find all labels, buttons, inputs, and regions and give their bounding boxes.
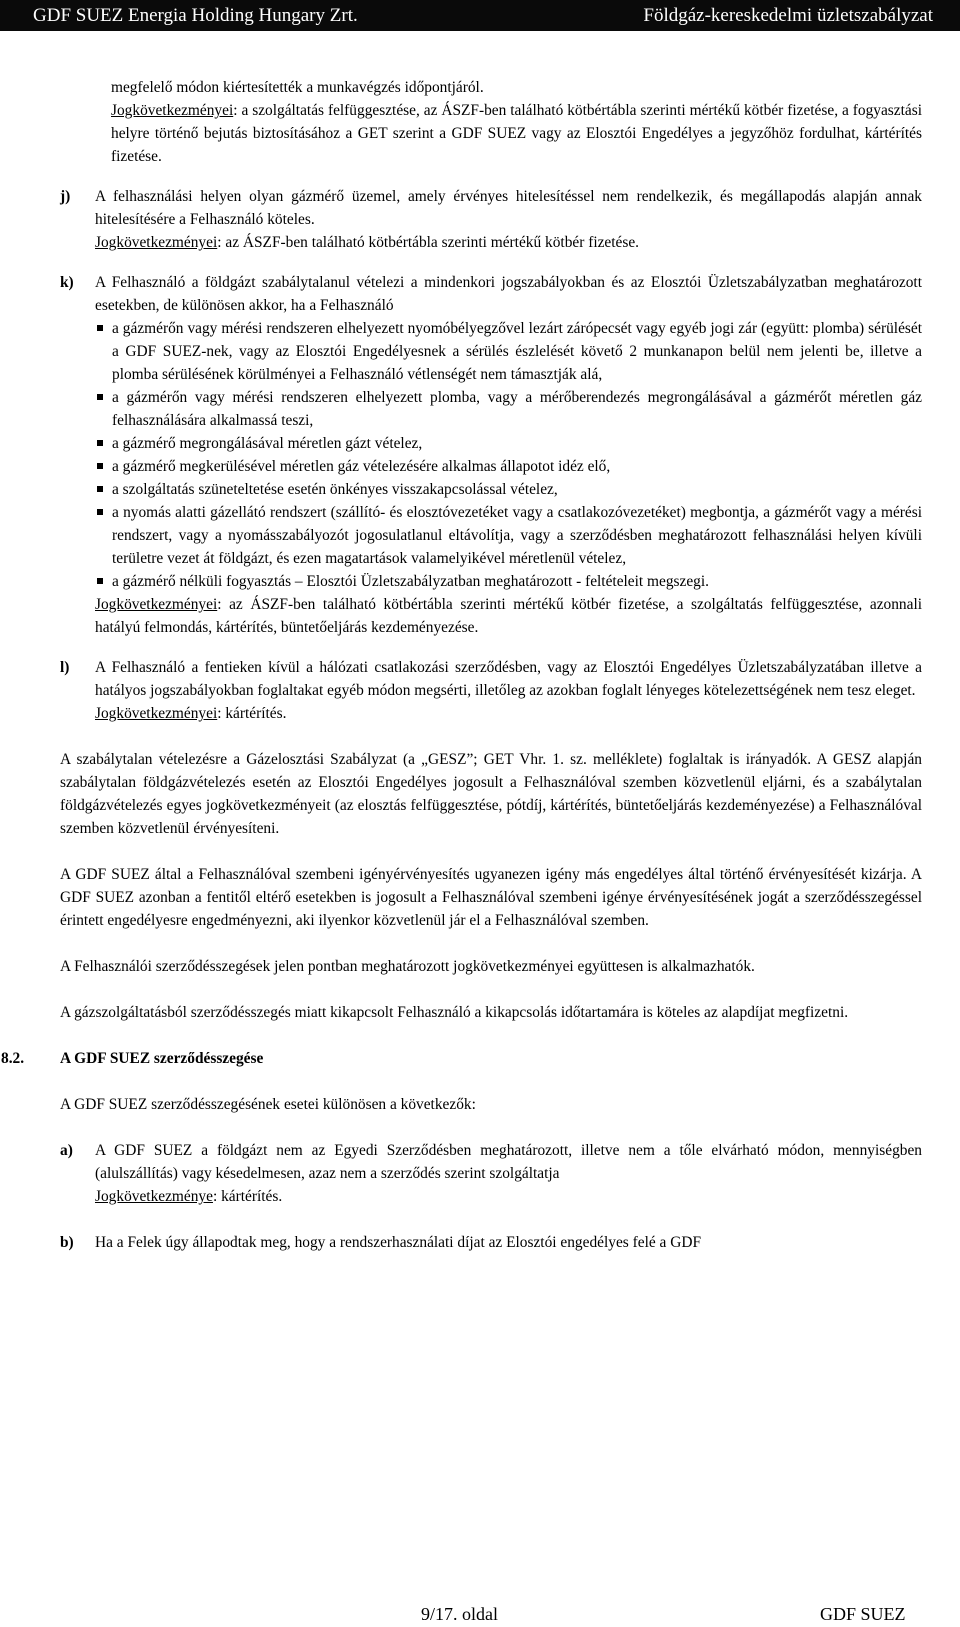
item-l	[60, 656, 922, 725]
section-number: 8.2.	[1, 1050, 25, 1067]
intro-consequence	[111, 99, 922, 168]
page-footer	[0, 1603, 960, 1627]
bullet-item: a gázmérő megrongálásával méretlen gázt vételez,	[95, 432, 922, 455]
item-k-label: k)	[60, 274, 74, 291]
bullet-item: a gázmérő megkerülésével méretlen gáz vételezésére alkalmas állapotot idéz elő,	[95, 455, 922, 478]
paragraph: A szabálytalan vételezésre a Gázelosztási Szabályzat (a „GESZ”; GET Vhr. 1. sz. melléklete) foglaltak is irányadók. A GESZ alapján szabálytalan földgázvételezés esetén az Elosztói Engedélyes jogosult a Felhasználóval szemben közvetlenül eljárni, és a szabálytalan földgázvételezés egyes jogkövetkezményeit (az elosztás felfüggesztése, pótdíj, kártérítés, büntetőeljárás kezdeményezése) a Felhasználóval szemben közvetlenül érvényesíteni.	[60, 751, 922, 837]
item-k-text: A Felhasználó a földgázt szabálytalanul vételezi a mindenkori jogszabályokban és az Elosztói Üzletszabályzatban meghatározott esetekben, de különösen akkor, ha a Felhasználó	[95, 274, 922, 314]
consequence-text: : az ÁSZF-ben található kötbértábla szerinti mértékű kötbér fizetése, a szolgáltatás felfüggesztése, azonnali hatályú felmondás, kártérítés, büntetőeljárás kezdeményezése.	[95, 596, 922, 636]
item-j	[60, 185, 922, 254]
section-item-b-label: b)	[60, 1234, 74, 1251]
bullet-square-icon	[97, 509, 103, 515]
paragraph: A gázszolgáltatásból szerződésszegés miatt kikapcsolt Felhasználó a kikapcsolás időtartamára is köteles az alapdíjat megfizetni.	[60, 1004, 849, 1021]
item-j-text: A felhasználási helyen olyan gázmérő üzemel, amely érvényes hitelesítéssel nem rendelkezik, és megállapodás alapján annak hitelesítésére a Felhasználó köteles.	[95, 188, 922, 228]
item-j-consequence	[95, 231, 922, 254]
paragraph: A Felhasználói szerződésszegések jelen pontban meghatározott jogkövetkezményei együttesen is alkalmazhatók.	[60, 958, 755, 975]
consequence-text: : a szolgáltatás felfüggesztése, az ÁSZF-ben található kötbértábla szerinti mértékű kötbér fizetése, a fogyasztási helyre történő bejutás biztosításához a GET szerint a GDF SUEZ vagy az Elosztói Engedélyes a jegyzőhöz fordulhat, kártérítés fizetése.	[111, 102, 922, 165]
bullet-item: a nyomás alatti gázellátó rendszert (szállító- és elosztóvezetéket vagy a csatlakozóvezetéket) megbontja, a gázmérőt vagy a mérési rendszert, vagy a nyomásszabályozót jogosulatlanul eltávolítja, vagy a szerződésben meghatározott felhasználási helyen kívüli területre vezet át földgázt, és ezen magatartások valamelyikével méretlenül vételez,	[95, 501, 922, 570]
consequence-label: Jogkövetkezményei	[95, 596, 218, 613]
section-item-b	[60, 1231, 922, 1254]
consequence-text: : az ÁSZF-ben található kötbértábla szerinti mértékű kötbér fizetése.	[217, 234, 640, 251]
document-body	[1, 76, 922, 1254]
item-l-consequence	[95, 702, 922, 725]
footer-company: GDF SUEZ	[820, 1604, 906, 1624]
bullet-square-icon	[97, 394, 103, 400]
section-title: A GDF SUEZ szerződésszegése	[60, 1050, 264, 1067]
bullet-item: a gázmérőn vagy mérési rendszeren elhelyezett plomba, vagy a mérőberendezés megrongálásával a gázmérőt méretlen gáz felhasználására alkalmassá teszi,	[95, 386, 922, 432]
section-heading	[1, 1047, 922, 1070]
section-item-a	[60, 1139, 922, 1208]
section-item-a-text: A GDF SUEZ a földgázt nem az Egyedi Szerződésben meghatározott, illetve nem a tőle elvárható módon, mennyiségben (alulszállítás) vagy késedelmesen, azaz nem a szerződés szerint szolgáltatja	[95, 1142, 922, 1182]
paragraph: A GDF SUEZ által a Felhasználóval szembeni igényérvényesítés ugyanezen igény más engedélyes által történő érvényesítését kizárja. A GDF SUEZ azonban a fentitől eltérő esetekben is jogosult a Felhasználóval szembeni igénye érvényesítésének jogát a szerződésszegéssel érintett engedélyesre engedményezni, aki ilyenkor közvetlenül jár el a Felhasználóval szemben.	[60, 866, 922, 929]
page-number: 9/17. oldal	[421, 1604, 498, 1624]
item-j-label: j)	[60, 188, 71, 205]
consequence-label: Jogkövetkezménye	[95, 1188, 213, 1205]
consequence-label: Jogkövetkezményei	[95, 234, 218, 251]
page-header	[0, 0, 960, 31]
consequence-label: Jogkövetkezményei	[95, 705, 218, 722]
consequence-text: : kártérítés.	[217, 705, 287, 722]
item-k-consequence	[95, 593, 922, 639]
intro-block	[111, 76, 922, 168]
bullet-square-icon	[97, 578, 103, 584]
section-intro: A GDF SUEZ szerződésszegésének esetei különösen a következők:	[60, 1096, 476, 1113]
bullet-item: a szolgáltatás szüneteltetése esetén önkényes visszakapcsolással vételez,	[95, 478, 922, 501]
consequence-label: Jogkövetkezményei	[111, 102, 234, 119]
bullet-item: a gázmérő nélküli fogyasztás – Elosztói Üzletszabályzatban meghatározott - feltételeit megszegi.	[95, 570, 922, 593]
bullet-square-icon	[97, 325, 103, 331]
section-item-a-label: a)	[60, 1142, 73, 1159]
header-document-title: Földgáz-kereskedelmi üzletszabályzat	[643, 5, 933, 26]
header-company: GDF SUEZ Energia Holding Hungary Zrt.	[33, 5, 358, 26]
item-k	[60, 271, 922, 639]
bullet-item: a gázmérőn vagy mérési rendszeren elhelyezett nyomóbélyegzővel lezárt zárópecsét vagy egyéb jogi zár (együtt: plomba) sérülését a GDF SUEZ-nek, vagy az Elosztói Engedélyesnek a sérülés észlelését követő 2 munkanapon belül nem jelenti be, illetve a plomba sérülésének körülményei a Felhasználó vétlenségét nem támasztják alá,	[95, 317, 922, 386]
intro-line: megfelelő módon kiértesítették a munkavégzés időpontjáról.	[111, 79, 484, 96]
bullet-square-icon	[97, 486, 103, 492]
item-l-text: A Felhasználó a fentieken kívül a hálózati csatlakozási szerződésben, vagy az Elosztói Engedélyes Üzletszabályzatában illetve a hatályos jogszabályokban foglaltakat egyéb módon megsérti, illetőleg az azokban foglalt lényeges kötelezettségének nem tesz eleget.	[95, 659, 922, 699]
consequence-text: : kártérítés.	[212, 1188, 283, 1205]
item-l-label: l)	[60, 659, 70, 676]
section-item-b-text: Ha a Felek úgy állapodtak meg, hogy a rendszerhasználati díjat az Elosztói engedélyes felé a GDF	[95, 1234, 701, 1251]
bullet-square-icon	[97, 440, 103, 446]
section-item-a-consequence	[95, 1185, 922, 1208]
bullet-square-icon	[97, 463, 103, 469]
